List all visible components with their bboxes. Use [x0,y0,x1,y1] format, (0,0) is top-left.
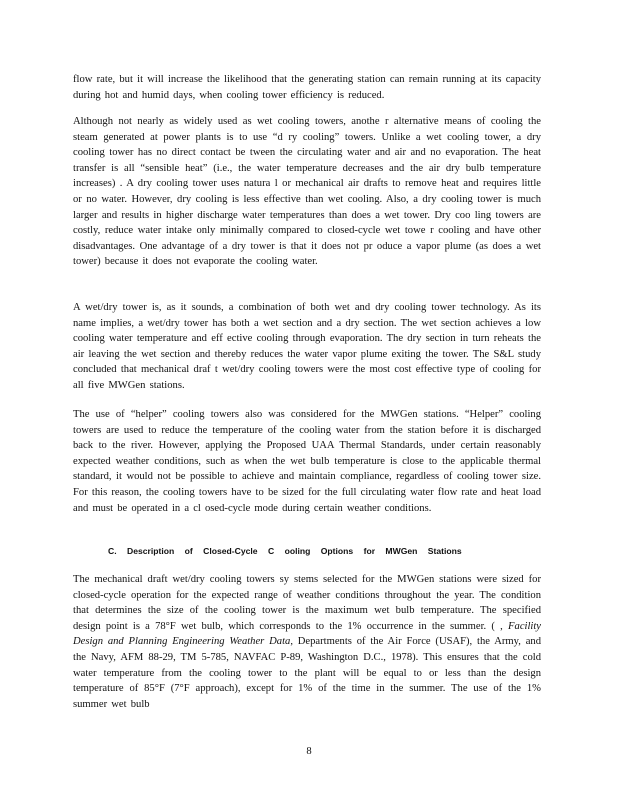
paragraph-helper-towers: The use of “helper” cooling towers also was considered for the MWGen stations. “Helper” cooling towers are used to reduce the temperature of the cooling water from the station before it is discharged back to the river. However, applying the Proposed UAA Thermal Standards, under certain reasonably expected weather conditions, such as when the wet bulb temperature is close to the applicable thermal standard, it would not be possible to achieve and maintain compliance, regardless of cooling tower size. For this reason, the cooling towers have to be sized for the full circulating water flow rate and heat load and must be operated in a cl osed-cycle mode during certain weather conditions. [73,409,541,514]
paragraph-mechanical-draft [73,572,541,712]
section-heading: C. Description of Closed-Cycle C ooling Options for MWGen Stations [108,546,462,556]
paragraph-text-part-b: , Departments of the Air Force (USAF), the Army, and the Navy, AFM 88-29, TM 5-785, NAVFAC P-89, Washington D.C., 1978). This ensures that the cold water temperature from the cooling tower to the plant will be equal to or less than the design temperature of 85°F (7°F approach), except for 1% of the time in the summer. The use of the 1% summer wet bulb [73,636,541,710]
page-number: 8 [306,746,312,757]
paragraph-flow-rate: flow rate, but it will increase the likelihood that the generating station can remain running at its capacity during hot and humid days, when cooling tower efficiency is reduced. [73,74,541,101]
paragraph-text-part-a: The mechanical draft wet/dry cooling towers sy stems selected for the MWGen stations were sized for closed-cycle operation for the expected range of weather conditions throughout the year. The condition that determines the size of the cooling tower is the maximum wet bulb temperature. The specified design point is a 78°F wet bulb, which corresponds to the 1% occurrence in the summer. ( , [73,574,541,632]
paragraph-dry-cooling: Although not nearly as widely used as wet cooling towers, anothe r alternative means of cooling the steam generated at power plants is to use “d ry cooling” towers. Unlike a wet cooling tower, a dry cooling tower has no direct contact be tween the circulating water and air and no evaporation. The heat transfer is all “sensible heat” (i.e., the water temperature decreases and the air dry bulb temperature increases) . A dry cooling tower uses natura l or mechanical air drafts to remove heat and requires little or no water. However, dry cooling is less effective than wet cooling. Also, a dry cooling tower is much larger and results in higher discharge water temperatures than does a wet tower. Dry coo ling towers are costly, reduce water intake only minimally compared to closed-cycle wet towe r cooling and have other disadvantages. One advantage of a dry tower is that it does not pr oduce a vapor plume (as does a wet tower) because it does not evaporate the cooling water. [73,116,541,268]
paragraph-wet-dry-tower: A wet/dry tower is, as it sounds, a combination of both wet and dry cooling tower technology. As its name implies, a wet/dry tower has both a wet section and a dry section. The wet section achieves a low cooling water temperature and eff ective cooling through evaporation. The dry section in turn reheats the air leaving the wet section and thereby reduces the water vapor plume exiting the tower. The S&L study concluded that mechanical draf t wet/dry cooling towers were the most cost effective type of cooling for all five MWGen stations. [73,302,541,391]
citation-title: Facility Design and Planning Engineering Weather Data [73,620,541,648]
